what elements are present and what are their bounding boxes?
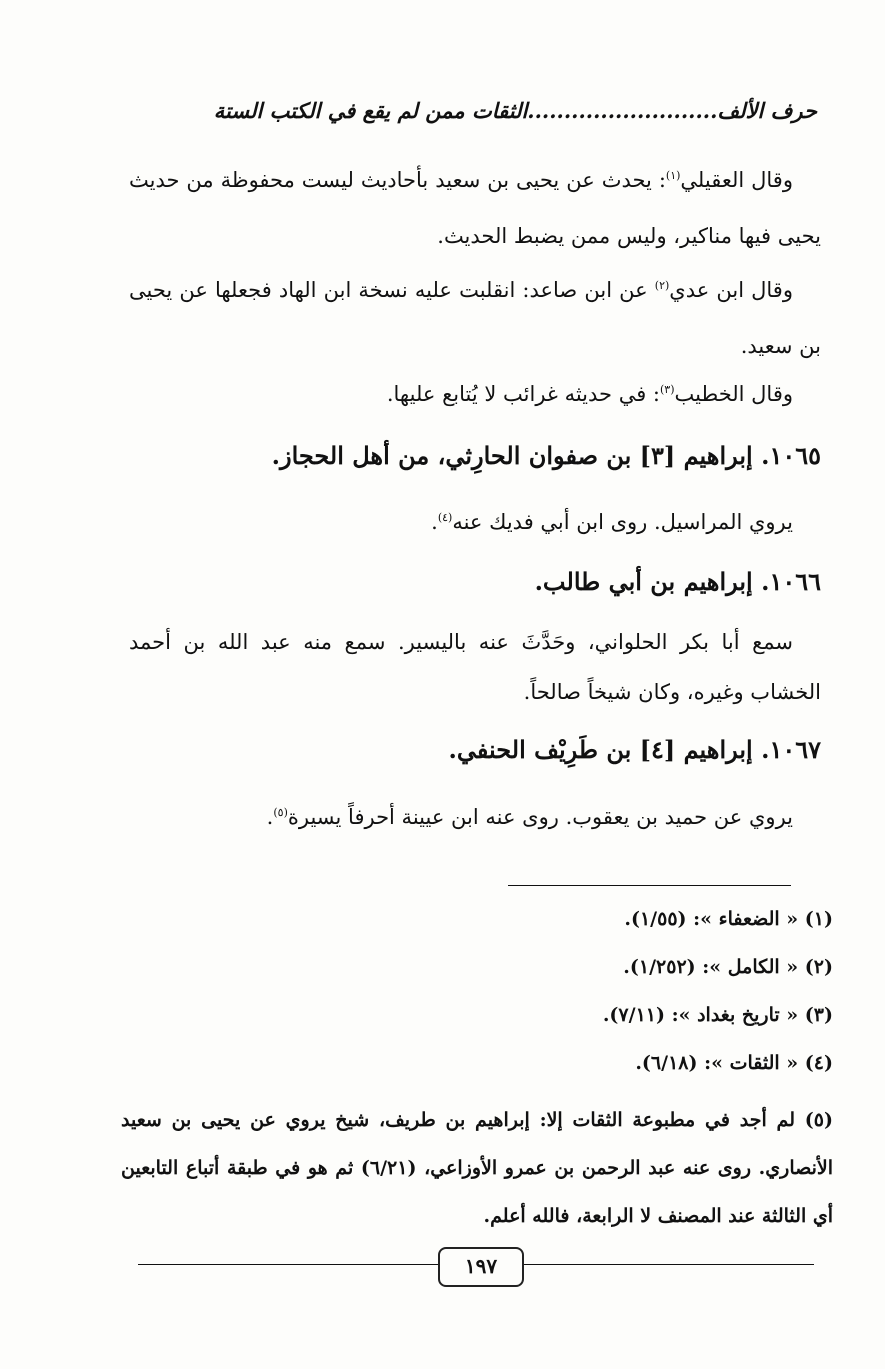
entry-heading-1065: ١٠٦٥. إبراهيم [٣] بن صفوان الحارِثي، من أهل الحجاز. xyxy=(271,441,821,470)
paragraph-khatib xyxy=(129,372,821,416)
entry-text-1065 xyxy=(129,500,821,544)
entry-end: . xyxy=(431,510,438,534)
paragraph-lead: وقال العقيلي xyxy=(680,168,793,192)
entry-text: سمع أبا بكر الحلواني، وحَدَّثَ عنه باليسير. سمع منه عبد الله بن أحمد الخشاب وغيره، وكان شيخاً صالحاً. xyxy=(129,630,821,704)
footnote-5: (٥) لم أجد في مطبوعة الثقات إلا: إبراهيم بن طريف، شيخ يروي عن يحيى بن سعيد الأنصاري. روى عنه عبد الرحمن بن عمرو الأوزاعي، (٦/٢١) ثم هو في طبقة أتباع التابعين أي الثالثة عند المصنف لا الرابعة، فالله أعلم. xyxy=(121,1109,833,1227)
entry-heading-1066: ١٠٦٦. إبراهيم بن أبي طالب. xyxy=(534,567,821,596)
paragraph-text: عن ابن صاعد: انقلبت عليه نسخة ابن الهاد فجعلها عن يحيى بن سعيد. xyxy=(129,278,821,358)
paragraph-lead: وقال ابن عدي xyxy=(669,278,793,302)
entry-text: يروي المراسيل. روى ابن أبي فديك عنه xyxy=(452,510,793,534)
footnote-ref: (٢) xyxy=(654,279,670,292)
footnote-separator xyxy=(508,885,791,886)
paragraph-text: : يحدث عن يحيى بن سعيد بأحاديث ليست محفوظة من حديث يحيى فيها مناكير، وليس ممن يضبط الحديث. xyxy=(129,168,821,248)
footnote-ref: (٤) xyxy=(437,511,453,524)
footnote-3: (٣) « تاريخ بغداد »: (٧/١١). xyxy=(602,1004,833,1026)
paragraph-uqayli xyxy=(129,152,821,264)
footnote-ref: (٥) xyxy=(273,806,288,819)
entry-text: يروي عن حميد بن يعقوب. روى عنه ابن عيينة أحرفاً يسيرة xyxy=(287,805,793,829)
footer-rule-left xyxy=(138,1264,438,1265)
footnote-ref: (٣) xyxy=(660,383,675,396)
footnote-1: (١) « الضعفاء »: (١/٥٥). xyxy=(624,908,833,930)
paragraph-ibn-adi xyxy=(129,262,821,374)
paragraph-text: : في حديثه غرائب لا يُتابع عليها. xyxy=(386,382,660,406)
page-number: ١٩٧ xyxy=(438,1247,524,1287)
entry-text-1066 xyxy=(129,617,821,717)
entry-heading-1067: ١٠٦٧. إبراهيم [٤] بن طَرِيْف الحنفي. xyxy=(448,735,821,764)
entry-text-1067 xyxy=(129,795,821,839)
footer-rule-right xyxy=(520,1264,814,1265)
footnote-4: (٤) « الثقات »: (٦/١٨). xyxy=(635,1052,833,1074)
paragraph-lead: وقال الخطيب xyxy=(674,382,793,406)
entry-end: . xyxy=(266,805,274,829)
footnote-ref: (١) xyxy=(665,169,681,182)
footnote-2: (٢) « الكامل »: (١/٢٥٢). xyxy=(623,956,833,978)
running-header: حرف الألف..........................الثقات ممن لم يقع في الكتب الستة xyxy=(213,98,817,123)
